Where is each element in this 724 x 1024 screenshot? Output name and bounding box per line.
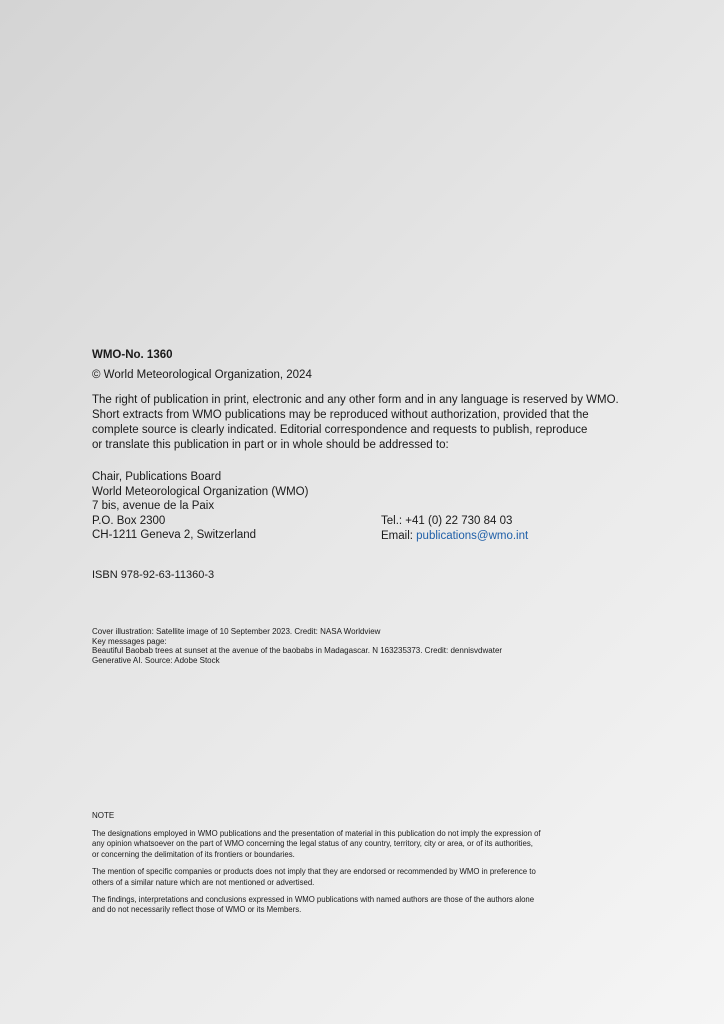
publication-number: WMO-No. 1360 bbox=[92, 349, 173, 361]
address-line: Chair, Publications Board bbox=[92, 471, 222, 483]
email-line bbox=[381, 529, 528, 544]
credit-line: Generative AI. Source: Adobe Stock bbox=[92, 655, 220, 665]
note-paragraph-findings bbox=[92, 895, 634, 916]
email-link[interactable]: publications@wmo.int bbox=[416, 529, 529, 542]
note-title: NOTE bbox=[92, 811, 115, 820]
note-line: any opinion whatsoever on the part of WMO concerning the legal status of any country, territory, city or area, or of its authorities, bbox=[92, 839, 533, 849]
address-line: P.O. Box 2300 bbox=[92, 514, 166, 527]
rights-line: Short extracts from WMO publications may be reproduced without authorization, provided that the bbox=[92, 409, 589, 421]
note-line: The findings, interpretations and conclusions expressed in WMO publications with named authors are those of the authors alone bbox=[92, 895, 535, 905]
credit-line: Cover illustration: Satellite image of 10 September 2023. Credit: NASA Worldview bbox=[92, 627, 381, 636]
contact-info bbox=[381, 514, 528, 543]
note-paragraph-companies bbox=[92, 867, 634, 888]
note-line: or concerning the delimitation of its frontiers or boundaries. bbox=[92, 849, 295, 859]
address-line: 7 bis, avenue de la Paix bbox=[92, 500, 215, 513]
credit-line: Beautiful Baobab trees at sunset at the avenue of the baobabs in Madagascar. N 163235373. Credit: dennisvdwater bbox=[92, 646, 503, 656]
image-credits bbox=[92, 627, 634, 665]
address-line: World Meteorological Organization (WMO) bbox=[92, 485, 309, 498]
isbn: ISBN 978-92-63-11360-3 bbox=[92, 569, 215, 581]
note-line: and do not necessarily reflect those of WMO or its Members. bbox=[92, 905, 302, 915]
email-label: Email: bbox=[381, 529, 417, 542]
note-line: The designations employed in WMO publications and the presentation of material in this publication do not imply the expression of bbox=[92, 829, 541, 838]
rights-line: The right of publication in print, electronic and any other form and in any language is reserved by WMO. bbox=[92, 394, 619, 406]
rights-line: or translate this publication in part or in whole should be addressed to: bbox=[92, 439, 449, 451]
note-line: The mention of specific companies or products does not imply that they are endorsed or recommended by WMO in preference to bbox=[92, 867, 536, 877]
note-line: others of a similar nature which are not mentioned or advertised. bbox=[92, 877, 315, 887]
credit-line: Key messages page: bbox=[92, 636, 167, 646]
postal-address bbox=[92, 470, 634, 543]
copyright-line: © World Meteorological Organization, 2024 bbox=[92, 369, 312, 381]
note-body bbox=[92, 829, 634, 923]
rights-statement bbox=[92, 393, 634, 453]
note-paragraph-designations bbox=[92, 829, 634, 860]
address-line: CH-1211 Geneva 2, Switzerland bbox=[92, 529, 257, 542]
telephone: Tel.: +41 (0) 22 730 84 03 bbox=[381, 515, 513, 527]
rights-line: complete source is clearly indicated. Editorial correspondence and requests to publish, reproduce bbox=[92, 424, 588, 436]
